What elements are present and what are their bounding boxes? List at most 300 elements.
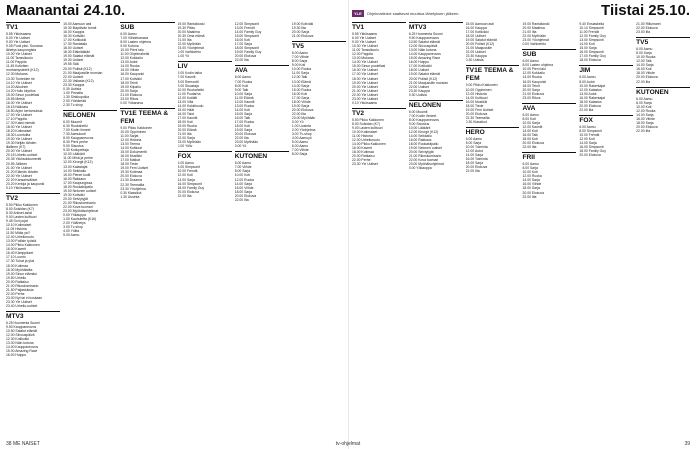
program-listing: 20.00 Elokuva bbox=[522, 141, 544, 146]
program-listing: 20.00 Poliisit (K12) bbox=[465, 42, 495, 47]
program-listing: 8.00 Solsidan (K7) bbox=[352, 121, 380, 126]
program-listing: 13.30 Tunteiden tie bbox=[6, 76, 35, 81]
program-listing: 15.55 Metsä bbox=[6, 96, 25, 101]
program-listing: 6.00 Yle Uutiset bbox=[6, 36, 30, 41]
program-listing: 14.00 Koti bbox=[522, 128, 538, 133]
program-listing: 9.30 Kotiopettaja bbox=[63, 148, 89, 153]
program-listing: 22.30 Teemailta bbox=[120, 182, 145, 187]
program-listing: 16.00 Yle Uutiset bbox=[352, 68, 378, 73]
program-listing: 14.00 Ruoka bbox=[522, 75, 542, 80]
program-listing: 11.00 Sarja bbox=[291, 71, 309, 76]
program-listing: 21.00 Elokuva bbox=[120, 92, 142, 97]
program-listing: 2.00 Yöelämää bbox=[63, 98, 86, 103]
program-listing: 15.00 Amazing Race bbox=[408, 56, 441, 61]
program-listing: 22.20 Kansainväliset bbox=[6, 177, 38, 182]
listing-column bbox=[579, 22, 633, 438]
program-listing: 15.00 Aamuun asti bbox=[465, 22, 494, 26]
program-listing: 13.00 Villa bbox=[177, 99, 194, 104]
program-listing: 19.30 Pikku bbox=[177, 26, 196, 31]
program-listing: 11.00 Tanssikoulu bbox=[352, 48, 379, 53]
program-listing: 18.00 Koti bbox=[234, 124, 250, 129]
program-listing: 16.00 Kaupunki bbox=[120, 72, 144, 77]
program-listing: 18.20 Kotimaiset bbox=[6, 129, 32, 134]
program-listing: 21.00 Ilta bbox=[177, 132, 192, 137]
program-listing: 0.00 Yö bbox=[291, 119, 304, 124]
program-listing: 18.00 Koti bbox=[177, 119, 193, 124]
program-listing: 18.00 Simpsonit bbox=[234, 46, 260, 51]
program-listing: 1.00 Kauhuleffa (K16) bbox=[63, 217, 97, 222]
program-listing: 17.00 Kotikokki bbox=[465, 30, 489, 35]
program-listing: 15.00 Viihde bbox=[120, 68, 140, 73]
program-listing: 14.00 Sarja bbox=[291, 83, 310, 88]
program-listing: 21.00 Elokuva bbox=[291, 34, 314, 39]
program-listing: 14.00 Pikku Kakkonen bbox=[352, 142, 386, 147]
program-listing: 22.00 Uutiset bbox=[408, 84, 429, 89]
program-listing: 20.00 Elokuva bbox=[522, 190, 544, 195]
program-listing: 6.00 Aamu bbox=[579, 75, 596, 80]
program-listing: 22.00 Ilta bbox=[636, 79, 651, 84]
program-listing: 0.00 Yökanava bbox=[120, 100, 143, 105]
program-listing: 12.40 Urheiluruutu bbox=[6, 235, 34, 240]
program-listing: 14.20 Aikuinen bbox=[6, 84, 29, 89]
program-listing: 10.10 Kotimaiset bbox=[6, 223, 32, 228]
program-listing: 17.00 Kaupungissa bbox=[63, 180, 93, 185]
program-listing: 0.00 Yökauppa bbox=[408, 166, 432, 171]
program-listing: 16.00 Talk bbox=[522, 132, 538, 137]
program-listing: 6.00 Yle Uutiset bbox=[352, 36, 376, 41]
program-listing: 22.00 Yle Uutiset bbox=[352, 92, 378, 97]
program-listing: 6.00 Aamu bbox=[522, 112, 539, 117]
program-listing: 18.00 Sarja bbox=[636, 120, 654, 125]
program-listing: 18.00 Kotimaa bbox=[6, 263, 28, 268]
program-listing: 1.00 Uusinta bbox=[291, 124, 311, 129]
program-listing: 20.00 Poliisit (K12) bbox=[408, 76, 438, 81]
program-listing: 6.00 Muumit bbox=[63, 119, 82, 124]
channel-heading: KUTONEN bbox=[235, 151, 289, 161]
program-listing: 18.00 Tiede bbox=[120, 162, 139, 167]
program-listing: 1.30 Uusinta bbox=[120, 194, 140, 199]
program-listing: 0.00 Yöliv bbox=[177, 144, 193, 149]
program-listing: 2.30 Tv-shop bbox=[63, 102, 83, 107]
program-listing: 23.30 Yle Uutiset bbox=[6, 299, 32, 304]
program-listing: 6.00 Aamu bbox=[291, 144, 309, 149]
program-listing: 22.00 Myöhään bbox=[177, 42, 201, 47]
program-listing: lähetys kaupungista bbox=[6, 48, 36, 53]
program-listing: 23.00 Ilta bbox=[636, 30, 651, 35]
program-listing: 16.00 Viihde bbox=[636, 116, 655, 121]
program-listing: 0.30 Uutisia bbox=[408, 92, 427, 97]
program-listing: 21.00 Rillumarei bbox=[636, 22, 661, 26]
program-listing: 22.00 Ilta bbox=[234, 197, 249, 202]
program-listing: 12.00 Kauniit bbox=[234, 99, 255, 104]
channel-heading: SUB bbox=[120, 22, 174, 32]
program-listing: 21.00 Ilta bbox=[177, 38, 192, 43]
program-listing: 16.00 Koti bbox=[636, 67, 652, 72]
program-listing: 8.00 Kauppaneuvos bbox=[408, 117, 439, 122]
program-listing: 18.00 Elokuva bbox=[579, 58, 601, 63]
program-listing: 22.30 Teemailta bbox=[465, 115, 490, 120]
program-listing: 15.00 Pienet kodit bbox=[63, 172, 91, 177]
program-listing: 8.00 Solsidan (K7) bbox=[6, 206, 34, 211]
program-listing: 10.00 Pieni talo bbox=[120, 48, 144, 53]
channel-heading: TV1 bbox=[6, 22, 60, 32]
program-listing: 18.00 Sarja bbox=[465, 161, 483, 166]
program-listing: 14.00 Ruoka bbox=[120, 64, 140, 69]
program-listing: 13.00 Kalastajat bbox=[63, 164, 88, 169]
program-listing: 19.00 Kotiväki bbox=[291, 22, 314, 26]
program-listing: 21.50 Paljastuksia bbox=[6, 287, 34, 292]
program-listing: 11.50 Mitäs ysi? bbox=[6, 231, 31, 236]
program-listing: 17.00 Sarja bbox=[234, 42, 253, 47]
program-listing: 13.00 Elämä bbox=[291, 79, 311, 84]
program-listing: 14.00 Autot bbox=[579, 91, 597, 96]
program-listing: 13.00 Frendit bbox=[234, 26, 255, 31]
program-listing: 18.00 Yle Uutiset bbox=[352, 76, 378, 81]
program-listing: 18.00 Family Guy bbox=[579, 149, 606, 154]
program-listing: 8.00 Koti bbox=[522, 116, 536, 121]
program-listing: 9.00 Yle Uutiset bbox=[6, 40, 30, 45]
program-listing: 17.00 Kotiväki bbox=[120, 76, 142, 81]
program-listing: 19.30 Kotiväki bbox=[63, 192, 85, 197]
program-listing: 6.00 Aamu bbox=[234, 75, 251, 80]
program-listing: 20.00 Elokuva bbox=[636, 124, 658, 129]
listing-column bbox=[235, 22, 289, 438]
program-listing: 18.00 Teinit bbox=[120, 80, 138, 85]
program-listing: 20.00 Elokuva bbox=[177, 189, 200, 194]
program-listing: 14.00 Sarja bbox=[522, 178, 540, 183]
program-listing: 13.00 Näin kotona bbox=[6, 341, 34, 346]
program-listing: 8.00 Lasten ohjelma bbox=[120, 40, 151, 45]
program-listing: 20.00 Elokuva bbox=[120, 174, 142, 179]
program-listing: 23.40 Urheilu-uutiset bbox=[6, 304, 38, 308]
listing-column bbox=[352, 22, 406, 438]
program-listing: 13.00 Autot bbox=[120, 60, 138, 65]
program-listing: 11.00 Historia bbox=[352, 134, 373, 139]
program-listing: 22.00 Perhe bbox=[6, 291, 25, 296]
program-listing: 19.00 Rantakioski bbox=[522, 22, 550, 26]
program-listing: 10.00 Ruoka bbox=[291, 67, 312, 72]
program-listing: 8.00 Sarja bbox=[636, 51, 652, 56]
footer-left-page-number: 38 ME NAISET bbox=[6, 441, 40, 447]
program-listing: 20.00 Yle Uutiset bbox=[352, 84, 378, 89]
yle-logo: YLE bbox=[354, 11, 362, 16]
program-listing: 20.00 Poliisit (K12) bbox=[63, 66, 92, 71]
right-page bbox=[352, 22, 690, 438]
program-listing: 19.00 Fem Uutiset bbox=[120, 166, 149, 171]
program-listing: 19.00 Yle Uutiset bbox=[6, 137, 32, 142]
program-listing: 19.30 Uutiset bbox=[63, 58, 84, 63]
program-listing: 17.00 Sarja bbox=[291, 95, 310, 100]
channel-heading: TV2 bbox=[6, 193, 60, 203]
program-listing: 20.00 Elokuva bbox=[579, 153, 601, 158]
program-listing: 8.30 Arkiset asiat bbox=[6, 210, 32, 215]
program-listing: 10.00 Oppiminen bbox=[120, 129, 147, 134]
program-listing: 5.55 Ykkösaamu bbox=[6, 32, 32, 36]
program-listing: 21.00 Maajussille morsian bbox=[408, 80, 449, 85]
program-listing: 12.00 Kokkailu bbox=[522, 71, 545, 76]
program-listing: 4.00 Yöilta bbox=[63, 229, 80, 234]
program-listing: 16.00 Rakkaus bbox=[408, 138, 432, 143]
program-listing: 23.30 Kauppa bbox=[408, 88, 430, 93]
program-listing: 10.00 Lääkärit bbox=[63, 152, 85, 157]
program-listing: 8.00 Sarja bbox=[291, 152, 308, 157]
program-listing: 1.00 Yö bbox=[177, 54, 190, 59]
left-page-header bbox=[6, 0, 346, 20]
program-listing: 9.50 Kauppaneuvos bbox=[6, 325, 37, 330]
listing-column bbox=[409, 22, 463, 438]
program-listing: 7.00 Viihde bbox=[291, 55, 309, 60]
program-listing: 22.00 Perhe bbox=[352, 158, 371, 163]
program-listing: 12.30 Mukana bbox=[6, 72, 28, 77]
program-listing: 0.10 Ykkösaamu bbox=[6, 185, 32, 190]
program-listing: 8.00 Simpsonit bbox=[177, 165, 200, 170]
program-listing: 22.00 Ilta bbox=[522, 194, 537, 199]
program-listing: 16.00 Huippu bbox=[408, 60, 429, 65]
program-listing: 22.00 Uutiset bbox=[465, 50, 486, 55]
program-listing: 12.00 Historia bbox=[120, 137, 142, 142]
program-listing: 17.00 Matkat bbox=[120, 158, 140, 163]
program-listing: 16.00 Viihde bbox=[234, 185, 254, 190]
left-day-title: Maanantai 24.10. bbox=[6, 2, 126, 19]
program-listing: 11.00 Minä ja perhe bbox=[63, 156, 93, 161]
channel-heading: NELONEN bbox=[409, 100, 463, 110]
program-listing: 13.00 Poliisin työstä bbox=[6, 239, 37, 244]
program-listing: 9.00 Sisustus bbox=[63, 144, 84, 149]
program-listing: 10.00 Yle Uutiset bbox=[6, 52, 32, 57]
program-listing: 0.10 Ykkösaamu bbox=[352, 100, 378, 105]
program-listing: 14.00 Sarja bbox=[465, 153, 483, 158]
program-listing: 3.00 Tv-shop bbox=[291, 132, 312, 137]
program-listing: 12.00 Ruoka bbox=[636, 108, 656, 113]
program-listing: 12.00 Family Guy bbox=[579, 34, 606, 39]
program-listing: 22.00 Ilta bbox=[522, 145, 537, 150]
program-listing: 19.00 Nelonen uutiset bbox=[408, 146, 442, 151]
program-listing: 20.00 Maailma bbox=[522, 26, 545, 31]
program-listing: 18.00 Ruokakilpailu bbox=[63, 184, 93, 189]
channel-heading: MTV3 bbox=[6, 311, 60, 321]
program-listing: 22.00 Ilta bbox=[636, 128, 651, 133]
program-listing: 17.10 Luonto bbox=[6, 255, 26, 260]
program-listing: 12.00 Talk bbox=[291, 75, 308, 80]
channel-heading: LIV bbox=[178, 61, 232, 71]
program-listing: 8.00 Lasten ohjelma bbox=[522, 63, 554, 68]
program-listing: 22.30 Vallasta (K12) bbox=[63, 78, 94, 83]
program-listing: 20.00 Elokuva bbox=[234, 193, 257, 198]
program-listing: 18.00 Tiede bbox=[465, 103, 484, 108]
channel-heading: TV5 bbox=[292, 41, 346, 51]
program-listing: 8.00 Kauppaneuvos bbox=[63, 136, 94, 141]
program-listing: 23.30 Kauppa bbox=[465, 54, 487, 59]
program-listing: 23.00 Nyt tai ei koskaan bbox=[6, 295, 43, 300]
program-listing: 16.00 Huippu bbox=[6, 353, 27, 358]
program-listing: 14.00 Kauppaneuvos bbox=[408, 52, 441, 57]
program-listing: 5.50 Pikku Kakkonen bbox=[352, 117, 384, 122]
program-listing: 7.00 Viihde bbox=[234, 165, 252, 170]
program-listing: 23.00 Yöohjelmat bbox=[522, 38, 549, 43]
program-listing: 21.00 Yle Uutiset bbox=[6, 165, 32, 170]
program-listing: 10.00 Kotimaiset bbox=[352, 129, 378, 134]
program-listing: 21.00 Elokuva bbox=[522, 91, 544, 96]
program-listing: 16.00 Simpsonit bbox=[579, 145, 604, 150]
program-listing: 5.50 Pikku Kakkonen bbox=[6, 202, 38, 207]
program-listing: 19.00 Sarja bbox=[234, 128, 253, 133]
channel-heading: TV2 bbox=[352, 108, 406, 118]
program-listing: 18.00 Viihde bbox=[636, 71, 655, 76]
program-listing: 21.00 Ilta bbox=[522, 30, 537, 35]
program-listing: 16.00 Simpsonit bbox=[579, 50, 604, 55]
program-listing: illallinen (K7) bbox=[6, 145, 26, 150]
program-listing: 19.00 Kilpailu bbox=[120, 84, 141, 89]
program-listing: 22.00 Ilta bbox=[291, 111, 306, 116]
program-listing: 22.00 Myöhään bbox=[522, 34, 546, 39]
program-listing: 20.00 Sarja bbox=[120, 88, 138, 93]
program-listing: 23.00 Myöhään bbox=[234, 140, 259, 145]
program-listing: 6.00 Aamu bbox=[291, 51, 309, 56]
listing-column bbox=[120, 22, 174, 438]
program-listing: 14.00 Sarja bbox=[234, 181, 253, 186]
program-listing: 20.00 Sarja bbox=[522, 87, 540, 92]
program-listing: 9.00 Lasten kulttuuri bbox=[6, 214, 37, 219]
program-listing: 10.00 Yle Uutiset bbox=[352, 44, 378, 49]
program-listing: 19.00 Ruoka bbox=[177, 124, 197, 129]
program-listing: 14.00 Sarja bbox=[636, 63, 654, 68]
program-listing: 20.00 Elämä bbox=[177, 128, 197, 133]
program-listing: 0.30 Klassikot bbox=[465, 119, 487, 124]
program-listing: 22.00 Yle Uutiset bbox=[6, 173, 32, 178]
program-listing: 5.00 Aamu bbox=[291, 140, 309, 145]
program-listing: 22.00 Kova tuomari bbox=[408, 158, 439, 163]
program-listing: 2.00 Yölähetys bbox=[63, 221, 86, 226]
program-listing: 0.00 Yökauppa bbox=[63, 213, 86, 218]
program-listing: 6.00 Aamu bbox=[522, 59, 539, 64]
program-listing: 17.00 Ruoka bbox=[234, 119, 254, 124]
program-listing: 7.00 Kauniit bbox=[177, 75, 196, 80]
channel-heading: KUTONEN bbox=[636, 87, 690, 97]
program-listing: 19.30 Ilta bbox=[291, 26, 306, 31]
program-listing: 20.00 Selviytyjät bbox=[408, 150, 434, 155]
program-listing: 19.00 Sarja bbox=[291, 103, 310, 108]
program-listing: 9.00 Sisustus bbox=[408, 121, 430, 126]
program-listing: 6.00 Aamu bbox=[465, 136, 482, 141]
program-listing: 18.00 Yle Uutiset bbox=[6, 125, 32, 130]
program-listing: 17.10 Pappila bbox=[6, 116, 27, 121]
program-listing: 14.00 Pikku Kakkonen bbox=[6, 243, 40, 248]
program-listing: 17.30 Rantatalo bbox=[63, 42, 88, 47]
program-listing: 14.00 Family Guy bbox=[234, 30, 262, 35]
program-listing: 20.00 Elokuva bbox=[465, 111, 488, 116]
program-listing: 20.35 Ykkösdokumentti bbox=[6, 157, 42, 162]
program-listing: 12.00 Kotiäiti bbox=[177, 95, 198, 100]
program-listing: 20.00 Elokuva bbox=[291, 107, 314, 112]
program-listing: 10.00 Sarja bbox=[522, 120, 540, 125]
listing-column bbox=[178, 22, 232, 438]
program-listing: 23.00 Myöhäisohjelmat bbox=[63, 209, 99, 214]
channel-heading: SUB bbox=[522, 49, 576, 59]
program-listing: 15.00 Sinun puolellasi bbox=[352, 64, 386, 69]
program-listing: 10.00 Ruokahetki bbox=[177, 87, 204, 92]
program-listing: 19.00 Yle Uutiset bbox=[352, 80, 378, 85]
program-listing: 8.00 Sarja bbox=[234, 169, 251, 174]
program-listing: 16.00 Yle Uutiset bbox=[6, 100, 32, 105]
program-listing: 21.00 Yle Uutiset bbox=[352, 88, 378, 93]
program-listing: 7.00 Ruoka bbox=[234, 79, 253, 84]
program-listing: 0.30 Uutisia bbox=[465, 58, 484, 63]
program-listing: 0.00 Vaihtoehto bbox=[522, 42, 546, 47]
program-listing: 22.00 Uutiset bbox=[63, 74, 84, 79]
program-listing: 10.00 Rakentajat bbox=[579, 83, 605, 88]
program-listing: 16.00 Rakkaus bbox=[63, 176, 86, 181]
right-day-title: Tiistai 25.10. bbox=[601, 2, 690, 19]
program-listing: 6.00 Aamu bbox=[177, 161, 194, 166]
program-listing: 17.00 Kotikokki bbox=[63, 38, 87, 43]
right-columns bbox=[352, 22, 690, 438]
yle-notice bbox=[352, 10, 460, 17]
program-listing: 9.00 Talk bbox=[234, 87, 249, 92]
program-listing: 12.00 Talk bbox=[636, 59, 652, 64]
program-listing: 21.00 Rikoskomisario bbox=[408, 154, 442, 159]
listing-column bbox=[636, 22, 690, 438]
footer-right-page-number: 39 bbox=[684, 441, 690, 447]
program-listing: 16.00 Viihde bbox=[522, 182, 542, 187]
program-listing: 17.00 Kotikokki bbox=[408, 64, 432, 69]
program-listing: 0.30 Uutisia bbox=[63, 86, 82, 91]
program-listing: 18.00 Teinit bbox=[522, 83, 540, 88]
program-listing: 23.00 Yle Uutiset bbox=[352, 96, 378, 101]
program-listing: 10.00 Sarja bbox=[234, 91, 253, 96]
program-listing: 12.00 Kirurgit (K12) bbox=[408, 129, 439, 134]
program-listing: 16.00 Musiikki bbox=[120, 154, 142, 159]
program-listing: 1.00 Pinnalla bbox=[63, 90, 83, 95]
program-listing: 13.00 Ruoka bbox=[234, 103, 254, 108]
program-listing: 16.15 Näköala bbox=[6, 104, 28, 109]
program-listing: 14.00 Sarja bbox=[177, 177, 195, 182]
program-listing: murhamysteerit (K12) bbox=[6, 68, 39, 73]
program-listing: 18.00 Koti bbox=[522, 137, 538, 142]
program-listing: 6.00 Aamu bbox=[636, 96, 653, 101]
program-listing: 21.20 Elämän tähden bbox=[6, 169, 39, 174]
program-listing: 12.00 Siivouspäivä bbox=[408, 44, 438, 49]
program-listing: 20.00 Selviytyjät bbox=[63, 196, 88, 201]
program-listing: 8.00 Autot bbox=[579, 79, 595, 84]
program-listing: 13.00 Mukana bbox=[352, 56, 374, 61]
program-listing: 18.00 Uutiset bbox=[408, 68, 429, 73]
program-listing: 18.00 Viihde bbox=[291, 99, 311, 104]
listing-column bbox=[6, 22, 60, 438]
program-listing: 9.40 Ensiaskelia bbox=[579, 22, 605, 26]
program-listing: 6.00 Kodin taika bbox=[177, 71, 202, 76]
program-listing: 15.00 Sarja bbox=[579, 46, 597, 51]
program-listing: 18.30 Eläinlääkäri bbox=[63, 50, 91, 55]
program-listing: 20.15 Urheilu-uutiset bbox=[6, 153, 38, 158]
program-listing: 15.00 Dokumentti bbox=[120, 150, 147, 155]
program-listing: 14.00 Kauppaneuvos bbox=[6, 345, 39, 350]
program-listing: 7.30 Aamutunti bbox=[63, 132, 86, 137]
program-listing: 16.00 Musiikki bbox=[465, 99, 488, 104]
program-listing: 14.00 Seikkailu bbox=[63, 168, 87, 173]
program-listing: 22.00 Elokuva bbox=[636, 26, 658, 31]
right-page-header bbox=[352, 0, 690, 20]
program-listing: 12.00 Kauniit bbox=[522, 124, 543, 129]
program-listing: 19.00 Salatut elämät bbox=[465, 38, 497, 43]
program-listing: 10.00 Koti bbox=[636, 104, 652, 109]
program-listing: 18.00 Family Guy bbox=[177, 185, 205, 190]
program-listing: 7.00 Kodin ihmeet bbox=[63, 128, 91, 133]
program-listing: 10.10 Simpsonit bbox=[579, 26, 604, 31]
program-listing: 12.00 Ruoka bbox=[234, 177, 254, 182]
program-listing: 7.00 Viihdekanava bbox=[120, 36, 149, 41]
channel-heading: TV5 bbox=[636, 37, 690, 47]
program-listing: 12.00 Kalastus bbox=[579, 87, 602, 92]
